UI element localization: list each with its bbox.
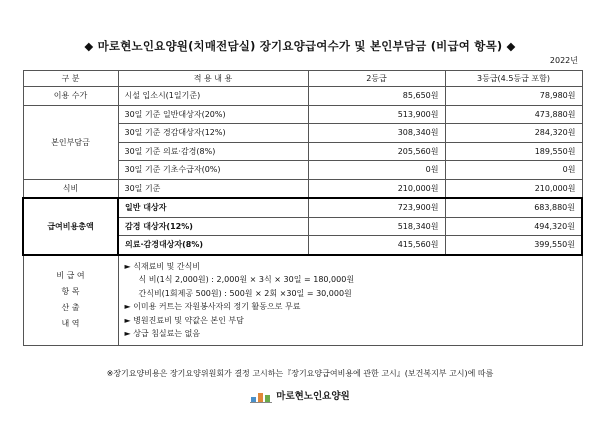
copay-grade2: 0원 (308, 161, 445, 180)
copay-grade3: 189,550원 (445, 142, 582, 161)
header-grade2: 2등급 (308, 71, 445, 87)
total-grade3: 399,550원 (445, 236, 582, 255)
copay-grade2: 513,900원 (308, 105, 445, 124)
footer (0, 388, 600, 403)
header-category: 구 분 (23, 71, 118, 87)
total-content: 감경 대상자(12%) (118, 217, 308, 236)
header-grade3: 3등급(4.5등급 포함) (445, 71, 582, 87)
table-header-row (23, 71, 582, 87)
remarks-line: ► 이미용 커트는 자원봉사자의 정기 활동으로 무료 (124, 302, 301, 311)
copay-grade3: 0원 (445, 161, 582, 180)
meal-category: 식비 (23, 179, 118, 198)
copay-grade3: 473,880원 (445, 105, 582, 124)
footnote: ※장기요양비용은 장기요양위원회가 결정 고시하는『장기요양급여비용에 관한 고시』(보건복지부 고시)에 따름 (106, 369, 494, 378)
fee-table (22, 70, 583, 346)
usage-grade2: 85,650원 (308, 87, 445, 106)
usage-content: 시설 입소시(1일기준) (118, 87, 308, 106)
remarks-line: ► 식재료비 및 간식비 (124, 261, 201, 271)
header-content: 적 용 내 용 (118, 71, 308, 87)
remarks-category-line: 내 역 (61, 319, 80, 328)
copay-content: 30일 기준 일반대상자(20%) (118, 105, 308, 124)
remarks-row (23, 255, 582, 346)
meal-row (23, 179, 582, 198)
copay-grade2: 308,340원 (308, 124, 445, 143)
total-grade2: 723,900원 (308, 198, 445, 217)
institution-logo-icon (250, 390, 272, 403)
page-title: ◆ 마로현노인요양원(치매전담실) 장기요양급여수가 및 본인부담금 (비급여 항목) ◆ (84, 39, 516, 53)
total-content: 일반 대상자 (118, 198, 308, 217)
remarks-line: ► 상급 침실료는 없음 (124, 329, 201, 338)
remarks-content (118, 255, 582, 346)
remarks-category-line: 비 급 여 (56, 271, 85, 280)
copay-row (23, 105, 582, 124)
total-row (23, 198, 582, 217)
usage-row (23, 87, 582, 106)
meal-content: 30일 기준 (118, 179, 308, 198)
copay-category: 본인부담금 (23, 105, 118, 179)
footer-org-name: 마로현노인요양원 (276, 391, 350, 402)
total-grade2: 415,560원 (308, 236, 445, 255)
remarks-line: 간식비(1회제공 500원) : 500원 × 2회 ×30일 = 30,000원 (138, 288, 352, 298)
copay-content: 30일 기준 의료·감경(8%) (118, 142, 308, 161)
meal-grade2: 210,000원 (308, 179, 445, 198)
remarks-category-line: 산 출 (61, 303, 80, 312)
copay-grade3: 284,320원 (445, 124, 582, 143)
remarks-category (23, 255, 118, 346)
remarks-line: ► 병원진료비 및 약값은 본인 부담 (124, 315, 244, 325)
total-grade3: 494,320원 (445, 217, 582, 236)
meal-grade3: 210,000원 (445, 179, 582, 198)
total-content: 의료·감경대상자(8%) (118, 236, 308, 255)
remarks-category-line: 항 목 (61, 287, 80, 296)
total-grade3: 683,880원 (445, 198, 582, 217)
total-category: 급여비용총액 (23, 198, 118, 255)
usage-category: 이용 수가 (23, 87, 118, 106)
document-year: 2022년 (549, 56, 578, 65)
total-grade2: 518,340원 (308, 217, 445, 236)
copay-content: 30일 기준 경감대상자(12%) (118, 124, 308, 143)
usage-grade3: 78,980원 (445, 87, 582, 106)
copay-grade2: 205,560원 (308, 142, 445, 161)
remarks-line: 식 비(1식 2,000원) : 2,000원 × 3식 × 30일 = 180,000원 (138, 275, 355, 284)
copay-content: 30일 기준 기초수급자(0%) (118, 161, 308, 180)
